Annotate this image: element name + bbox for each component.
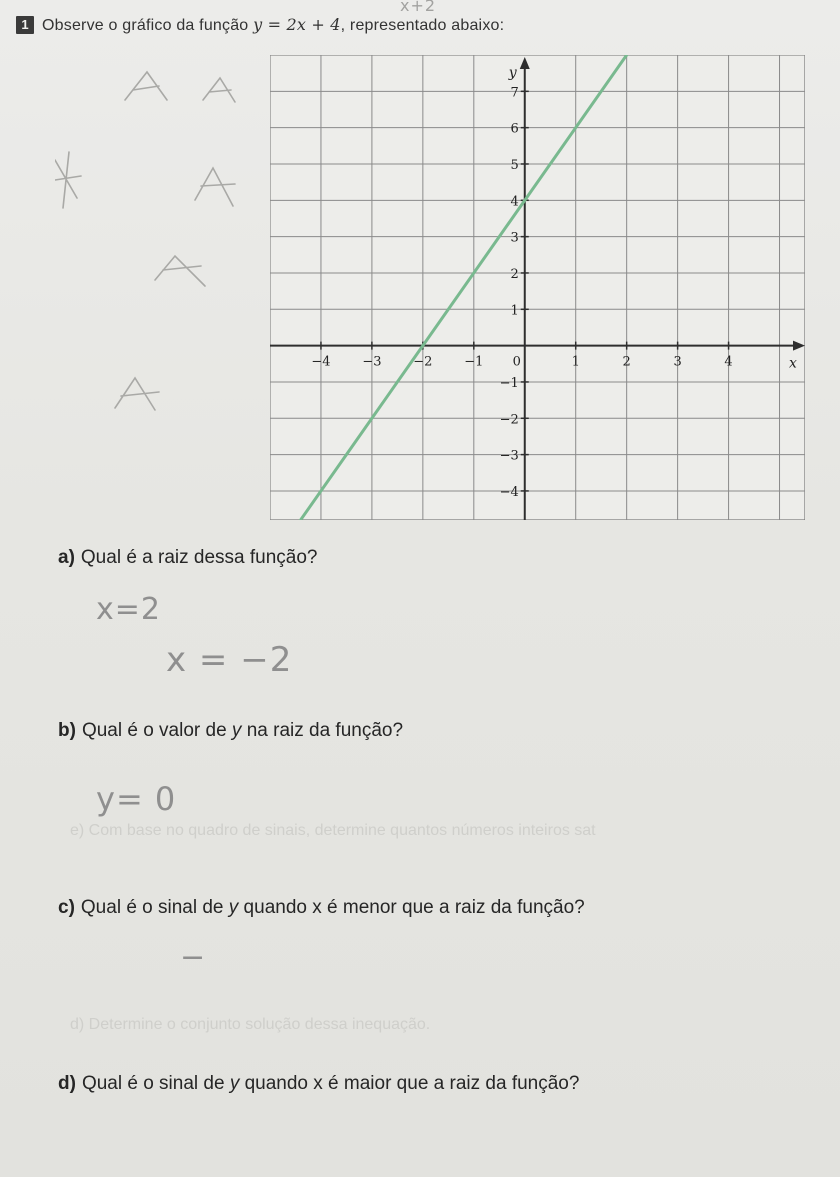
y-tick-label: 2 [510, 266, 519, 282]
x-axis-label: x [789, 355, 797, 372]
exercise-header [16, 12, 504, 38]
scribble-mark [195, 168, 235, 206]
pencil-scribbles [55, 60, 275, 420]
question-b [58, 720, 403, 742]
question-letter: b) [58, 720, 76, 741]
answer-b: y= 0 [96, 780, 177, 818]
y-tick-label: −3 [499, 448, 519, 464]
y-tick-label: 6 [510, 121, 519, 137]
bleed-through-text: e) Com base no quadro de sinais, determine quantos números inteiros sat [70, 822, 596, 839]
y-tick-label: −2 [499, 412, 519, 428]
x-tick-label: 2 [622, 354, 631, 370]
answer-a-second: x = −2 [166, 640, 293, 680]
function-equation: y = 2x + 4 [253, 15, 341, 34]
scribble-mark [115, 378, 159, 410]
question-c [58, 897, 585, 919]
question-letter: c) [58, 897, 75, 918]
y-tick-label: −1 [499, 375, 519, 391]
x-tick-label: 1 [571, 354, 580, 370]
x-tick-label: −2 [413, 354, 433, 370]
exercise-statement [42, 15, 504, 35]
question-text-end: na raiz da função? [241, 720, 404, 741]
scribble-mark [125, 72, 167, 100]
question-text: Qual é a raiz dessa função? [80, 547, 318, 568]
question-variable: y [229, 1073, 240, 1094]
question-text-end: quando x é maior que a raiz da função? [239, 1073, 580, 1094]
y-tick-label: 7 [510, 85, 519, 101]
statement-text-end: , representado abaixo: [340, 17, 505, 34]
x-tick-label: 3 [673, 354, 682, 370]
question-text: Qual é o valor de [81, 720, 232, 741]
question-letter: d) [58, 1073, 76, 1094]
function-graph [270, 55, 805, 520]
statement-text: Observe o gráfico da função [42, 17, 254, 34]
x-tick-label: 4 [724, 354, 733, 370]
origin-label: 0 [512, 354, 521, 370]
question-variable: y [231, 720, 242, 741]
answer-c: − [180, 940, 207, 975]
bleed-through-text: d) Determine o conjunto solução dessa inequação. [70, 1016, 431, 1033]
y-tick-label: 5 [510, 157, 519, 173]
y-tick-label: −4 [499, 484, 519, 500]
exercise-number: 1 [16, 16, 34, 34]
question-d [58, 1073, 579, 1095]
question-variable: y [228, 897, 239, 918]
y-tick-label: 3 [510, 230, 519, 246]
scribble-mark [203, 78, 235, 102]
question-text-end: quando x é menor que a raiz da função? [238, 897, 585, 918]
y-tick-label: 4 [510, 194, 519, 210]
x-tick-label: −3 [362, 354, 382, 370]
x-tick-label: −4 [311, 354, 331, 370]
answer-a-first: x=2 [96, 592, 161, 627]
question-text: Qual é o sinal de [80, 897, 229, 918]
scribble-mark [55, 152, 81, 208]
top-handwritten-note: x+2 [400, 0, 437, 15]
y-axis-label: y [508, 65, 517, 81]
y-tick-label: 1 [510, 303, 519, 319]
scribble-mark [155, 256, 205, 286]
x-tick-label: −1 [464, 354, 484, 370]
question-text: Qual é o sinal de [81, 1073, 230, 1094]
question-a [58, 547, 318, 569]
question-letter: a) [58, 547, 75, 568]
